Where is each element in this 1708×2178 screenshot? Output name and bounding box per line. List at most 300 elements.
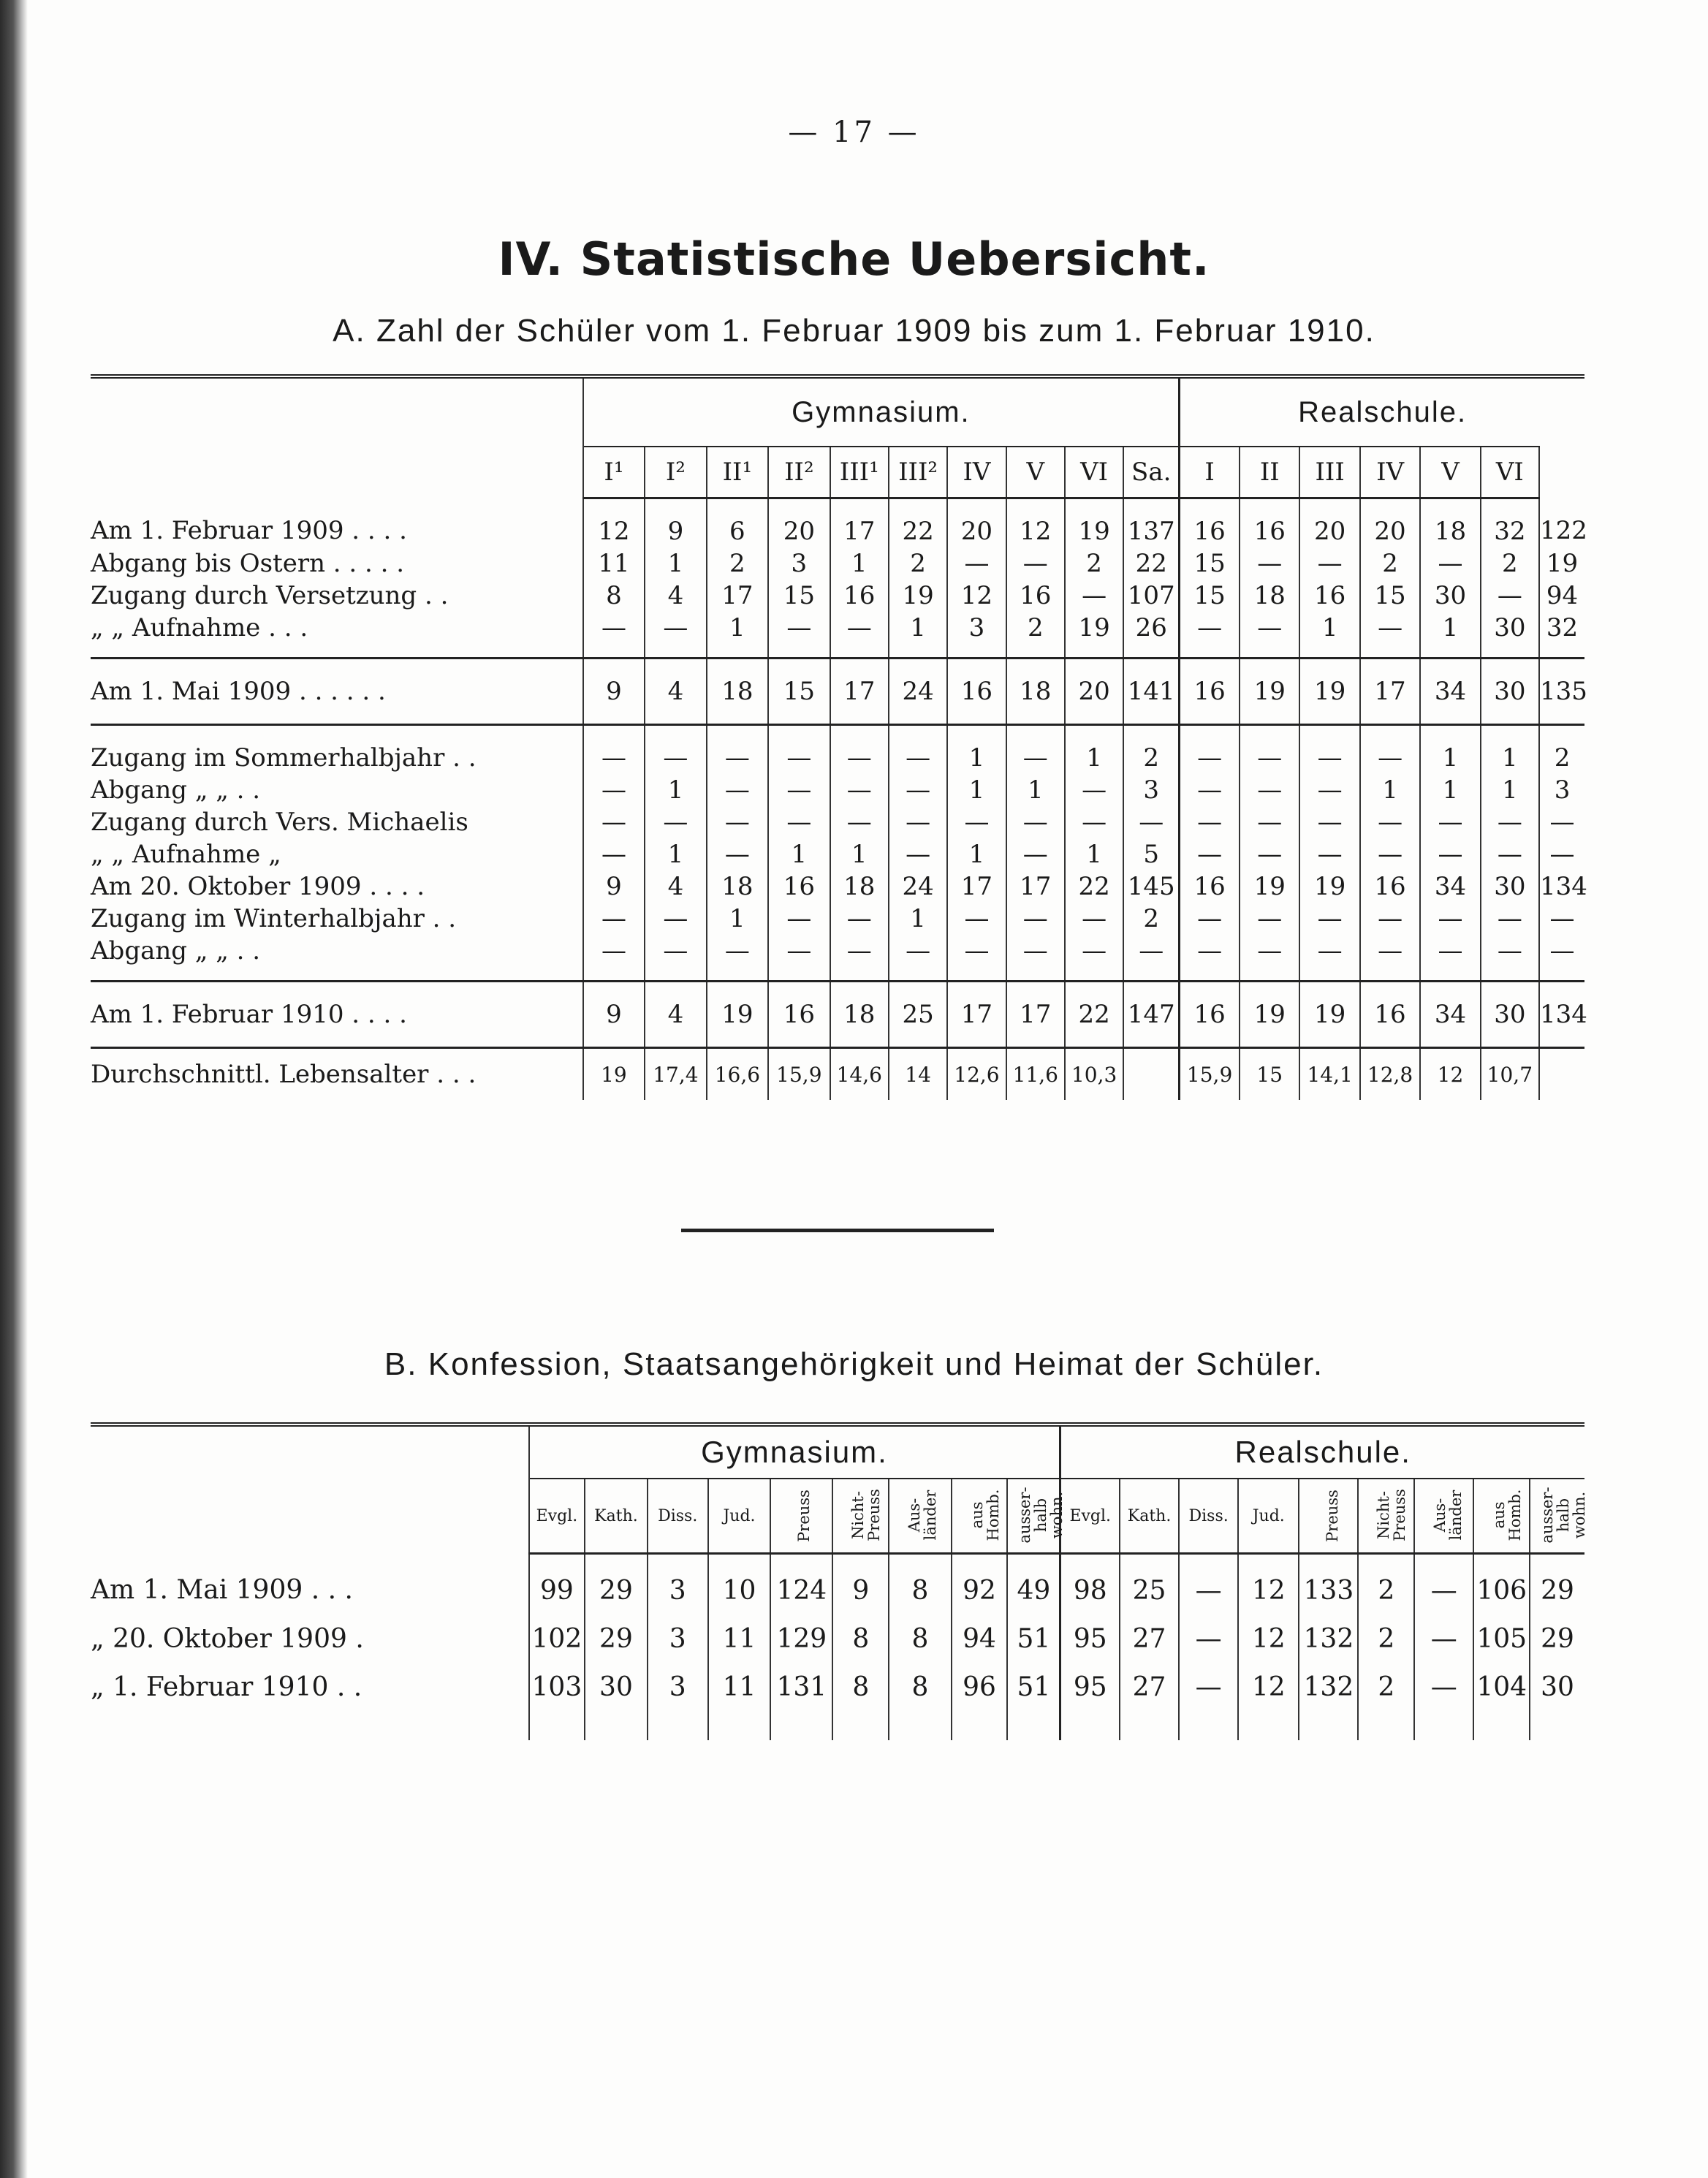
table-a-cell: 17 [1006,870,1065,903]
row-label: „ 20. Oktober 1909 . [91,1623,364,1654]
table-a-row [91,580,1584,612]
table-b-column-header [1473,1479,1530,1554]
table-a-cell: — [1240,725,1299,775]
table-a-cell: — [1481,935,1539,982]
table-b-cell: 8 [889,1554,951,1615]
table-a-cell: 24 [889,659,947,725]
table-a-cell: 20 [1299,498,1359,548]
table-b-cell: 132 [1299,1614,1358,1663]
table-a-cell: 14 [889,1048,947,1101]
table-a-cell: — [1006,838,1065,870]
table-a-cell: 16 [768,870,830,903]
table-b-column-header [1299,1479,1358,1554]
rotated-header-label: Nicht-Preuss [849,1489,884,1541]
table-a-cell: 14,6 [830,1048,889,1101]
table-a-cell: — [583,903,645,935]
tail-spacer [1179,1711,1238,1740]
table-a-cell: 4 [645,659,706,725]
table-a-row [91,838,1584,870]
table-a-cell: 22 [1065,870,1123,903]
table-a-cell: — [947,935,1006,982]
table-a-cell: 12 [1420,1048,1480,1101]
table-a-cell: 18 [1420,498,1480,548]
table-a-cell: — [768,725,830,775]
table-b-cell: 30 [1530,1663,1584,1711]
table-a-cell: 12 [1006,498,1065,548]
table-a-cell: 3 [768,547,830,580]
table-a-cell: 17 [1006,982,1065,1048]
table-a-cell: — [1420,935,1480,982]
table-a-cell: — [583,838,645,870]
table-a-cell: 16 [1360,982,1420,1048]
table-a-cell: — [1006,547,1065,580]
table-a-cell: 19 [1240,870,1299,903]
table-a-cell: — [830,903,889,935]
table-b-cell: 3 [648,1614,708,1663]
table-a-cell: 18 [830,982,889,1048]
table-b-cell: 94 [952,1614,1008,1663]
table-a-cell: — [1180,838,1240,870]
table-a-cell: — [889,774,947,806]
table-a-cell: 19 [583,1048,645,1101]
table-a-cell: 1 [1420,725,1480,775]
page-number: — 17 — [788,115,920,149]
table-b-cell: 51 [1007,1614,1060,1663]
table-a-cell: — [1539,838,1584,870]
table-b-cell: 99 [529,1554,585,1615]
table-a-cell: — [645,725,706,775]
table-a-cell: 16 [1360,870,1420,903]
tail-spacer [1414,1711,1473,1740]
table-a-cell: — [947,547,1006,580]
table-b-cell: 92 [952,1554,1008,1615]
row-label: „ „ Aufnahme „ [91,840,281,869]
table-a-cell: 1 [1065,838,1123,870]
table-a-cell: 15 [1180,547,1240,580]
table-a-column-header: I² [645,447,706,498]
table-b-cell: 131 [770,1663,832,1711]
table-a-cell: 19 [1065,498,1123,548]
table-a-cell: 1 [1420,774,1480,806]
table-a-cell: 122 [1539,498,1584,548]
table-a-cell: 22 [1065,982,1123,1048]
table-a-cell: 1 [947,725,1006,775]
table-a-cell: 1 [1299,612,1359,659]
table-a-cell: 11,6 [1006,1048,1065,1101]
table-a-cell: — [583,935,645,982]
table-a-cell: — [1180,612,1240,659]
table-a-cell: 15 [1180,580,1240,612]
table-a-cell: 1 [889,612,947,659]
table-a-cell: 19 [1065,612,1123,659]
table-b-cell: 95 [1060,1663,1120,1711]
table-a-cell: — [1481,806,1539,838]
table-b-cell: 8 [832,1614,889,1663]
rotated-header-label: Aus-länder [1431,1490,1465,1541]
table-a-cell: — [1180,903,1240,935]
table-a-cell: — [707,806,768,838]
table-a-cell: 25 [889,982,947,1048]
table-a-cell: — [830,935,889,982]
table-b-cell: 98 [1060,1554,1120,1615]
table-a-cell: — [583,806,645,838]
table-b-row [91,1554,1584,1615]
table-a-row [91,903,1584,935]
row-label: Zugang im Winterhalbjahr . . [91,904,457,933]
table-a-cell: 19 [889,580,947,612]
table-a-cell: 15,9 [1180,1048,1240,1101]
table-a-cell: — [1240,774,1299,806]
table-b-row [91,1614,1584,1663]
table-a-cell: — [947,903,1006,935]
table-a-cell: — [1539,806,1584,838]
table-a-cell: 32 [1539,612,1584,659]
table-a-cell: 2 [1006,612,1065,659]
table-a-cell: 17 [707,580,768,612]
realschule-group-header: Realschule. [1180,376,1584,447]
table-a-cell: — [1299,838,1359,870]
table-a-cell: 17 [1360,659,1420,725]
tail-spacer [585,1711,647,1740]
table-b-cell: 8 [832,1663,889,1711]
table-a-cell: 3 [1123,774,1179,806]
table-a-cell: 9 [583,659,645,725]
table-a-cell: — [1360,903,1420,935]
table-b-cell: 102 [529,1614,585,1663]
table-b-column-header [832,1479,889,1554]
table-b-column-header: Evgl. [529,1479,585,1554]
table-a-cell: 137 [1123,498,1179,548]
table-b-column-header: Jud. [1238,1479,1299,1554]
table-a-row [91,1048,1584,1101]
row-label: Am 1. Februar 1909 . . . . [91,516,407,546]
table-a-column-header: III¹ [830,447,889,498]
table-a-cell: 2 [1065,547,1123,580]
row-label: Am 20. Oktober 1909 . . . . [91,872,425,901]
rotated-header-label: ausser-halb wohn. [1538,1487,1589,1544]
table-a-cell: 147 [1123,982,1179,1048]
table-a-cell: — [1481,903,1539,935]
table-a-cell: — [1180,806,1240,838]
table-a-cell: — [1299,774,1359,806]
table-a-cell: 30 [1481,612,1539,659]
table-a-cell: — [583,725,645,775]
table-b-cell: 124 [770,1554,832,1615]
table-a-cell: — [645,935,706,982]
table-b-column-header [1530,1479,1589,1554]
table-a-row [91,547,1584,580]
table-b-cell: 3 [648,1663,708,1711]
table-a-cell: 19 [707,982,768,1048]
table-a-column-header: VI [1065,447,1123,498]
table-a-cell: — [1420,838,1480,870]
table-b-cell: 2 [1358,1663,1414,1711]
realschule-group-header-b: Realschule. [1060,1424,1584,1479]
tail-spacer [1299,1711,1358,1740]
tail-spacer [1530,1711,1584,1740]
table-a-cell: 20 [947,498,1006,548]
table-b-cell: 11 [708,1614,770,1663]
table-a-cell: 2 [889,547,947,580]
table-a-cell: 134 [1540,872,1587,901]
table-a-cell: 18 [707,870,768,903]
table-a-cell: 94 [1539,580,1584,612]
table-a-cell: 1 [1481,725,1539,775]
table-a-cell: 145 [1123,870,1179,903]
table-a-cell [1539,1048,1584,1101]
table-a-cell: 1 [947,774,1006,806]
table-a-cell: 12 [947,580,1006,612]
table-a-cell: 22 [889,498,947,548]
table-b-cell: 104 [1473,1663,1530,1711]
table-a-cell: 16,6 [707,1048,768,1101]
rotated-header-label: Nicht-Preuss [1375,1489,1409,1541]
rotated-header-label: aus Homb. [968,1489,1002,1541]
table-a-cell: 30 [1481,870,1539,903]
tail-spacer [1060,1711,1120,1740]
table-a-cell: — [1006,725,1065,775]
separator-rule [681,1229,994,1232]
table-a-cell: 1 [889,903,947,935]
row-label: Abgang „ „ . . [91,775,261,805]
section-a-heading: A. Zahl der Schüler vom 1. Februar 1909 bis zum 1. Februar 1910. [333,313,1375,349]
table-a-cell: — [707,935,768,982]
table-a-column-header: V [1006,447,1065,498]
table-b-column-header: Jud. [708,1479,770,1554]
table-a-cell: — [1065,903,1123,935]
table-b-cell: 106 [1473,1554,1530,1615]
table-a-cell: 19 [1240,982,1299,1048]
table-a-cell: 3 [947,612,1006,659]
table-a-cell: 1 [830,547,889,580]
table-a-cell: 30 [1420,580,1480,612]
table-b-cell: — [1179,1554,1238,1615]
table-a-cell: — [645,903,706,935]
table-a-cell: 11 [583,547,645,580]
table-a-cell: — [707,725,768,775]
table-b-cell: 11 [708,1663,770,1711]
table-a-cell: — [1065,580,1123,612]
table-a-cell: — [1299,547,1359,580]
table-a-cell: 20 [1065,659,1123,725]
table-a-column-header: III [1299,447,1359,498]
table-a-column-header: IV [1360,447,1420,498]
table-a-row [91,806,1584,838]
table-a-cell: — [1065,774,1123,806]
table-a-cell: 17,4 [645,1048,706,1101]
table-b-cell: 29 [585,1614,647,1663]
table-a-cell: 17 [947,870,1006,903]
table-a-cell: — [830,806,889,838]
rotated-header-label: Preuss [1324,1489,1342,1542]
row-label: Zugang durch Versetzung . . [91,581,449,610]
table-a-cell: — [1299,806,1359,838]
table-a-cell: — [1481,580,1539,612]
row-label: Zugang im Sommerhalbjahr . . [91,725,583,775]
table-a-cell: 20 [1360,498,1420,548]
table-a-cell: — [1006,935,1065,982]
table-a-cell: 16 [1180,982,1240,1048]
table-a-cell: — [1420,547,1480,580]
table-a-column-header: V [1420,447,1480,498]
table-b-cell: — [1414,1663,1473,1711]
table-b-column-header [1414,1479,1473,1554]
table-a-cell: — [1180,935,1240,982]
table-a-cell: 19 [1539,547,1584,580]
table-a-cell: 16 [1240,498,1299,548]
table-a-cell: 32 [1481,498,1539,548]
table-a-cell: — [1299,903,1359,935]
table-a-row [91,725,1584,775]
table-a-cell: 134 [1539,982,1584,1048]
table-b-confession-nationality [91,1422,1589,1740]
row-label: „ „ Aufnahme . . . [91,613,308,642]
table-b-cell: 9 [832,1554,889,1615]
table-a-cell: — [1240,612,1299,659]
table-a-cell: 18 [1006,659,1065,725]
table-a-cell: 12,6 [947,1048,1006,1101]
table-a-cell: 1 [645,774,706,806]
tail-spacer [889,1711,951,1740]
table-a-cell: 2 [1539,725,1584,775]
row-label: Abgang bis Ostern . . . . . [91,549,405,578]
table-b-tail [91,1711,1584,1740]
table-a-cell: — [1123,806,1179,838]
table-a-cell: 14,1 [1299,1048,1359,1101]
row-label: Am 1. Mai 1909 . . . [91,1574,353,1605]
tail-spacer [1238,1711,1299,1740]
table-a-cell: 16 [1180,659,1240,725]
table-a-cell: — [1123,935,1179,982]
table-a-cell: — [583,612,645,659]
table-b-column-header: Diss. [648,1479,708,1554]
tail-spacer [832,1711,889,1740]
table-a-cell: — [1481,838,1539,870]
table-b-cell: 8 [889,1614,951,1663]
table-b-cell: 25 [1120,1554,1179,1615]
rotated-header-label: Aus-länder [906,1490,940,1541]
table-b-cell: 51 [1007,1663,1060,1711]
table-b-cell: 105 [1473,1614,1530,1663]
table-a-column-header: VI [1481,447,1539,498]
table-a-cell: 9 [583,870,645,903]
table-a-cell: — [1299,725,1359,775]
table-a-cell: 16 [1299,580,1359,612]
table-a-cell: 30 [1481,659,1539,725]
table-a-cell: — [1360,935,1420,982]
table-a-cell: 15 [768,580,830,612]
table-b-column-header: Kath. [1120,1479,1179,1554]
table-a-cell: — [1006,806,1065,838]
table-a-cell: 16 [1180,498,1240,548]
table-a-cell: 107 [1123,580,1179,612]
table-a-column-header: Sa. [1123,447,1179,498]
table-b-column-header: Kath. [585,1479,647,1554]
table-a-cell: 4 [645,982,706,1048]
table-a-cell: — [1360,725,1420,775]
table-a-cell: — [1539,903,1584,935]
table-a-cell: 15 [1240,1048,1299,1101]
table-a-cell: 16 [768,982,830,1048]
table-a-cell: — [768,935,830,982]
table-a-cell: 6 [707,498,768,548]
table-a-cell: 12 [583,498,645,548]
table-a-cell: 8 [583,580,645,612]
table-a-cell: 1 [1481,774,1539,806]
table-b-cell: 2 [1358,1614,1414,1663]
table-a-cell: 18 [830,870,889,903]
table-a-cell: 2 [1481,547,1539,580]
section-b-heading: B. Konfession, Staatsangehörigkeit und Heimat der Schüler. [384,1346,1324,1382]
table-a-row [91,870,1584,903]
table-a-cell: 9 [583,982,645,1048]
table-a-cell: — [1240,838,1299,870]
table-a-cell: — [1360,838,1420,870]
table-a-cell: 2 [1360,547,1420,580]
table-b-cell: 29 [1530,1554,1584,1615]
table-a-cell: — [830,612,889,659]
table-a-cell: — [1240,903,1299,935]
table-a-cell: 4 [645,580,706,612]
table-a-cell: — [830,774,889,806]
tail-spacer [648,1711,708,1740]
table-b-cell: 2 [1358,1554,1414,1615]
table-a-cell: 9 [645,498,706,548]
table-a-cell: — [889,838,947,870]
table-a-cell: 4 [645,870,706,903]
table-a-cell: 34 [1420,870,1480,903]
table-b-cell: — [1179,1614,1238,1663]
table-b-cell: 132 [1299,1663,1358,1711]
gymnasium-group-header: Gymnasium. [583,376,1180,447]
table-a-cell: — [1240,547,1299,580]
tail-spacer [708,1711,770,1740]
table-a-cell: 20 [768,498,830,548]
table-a-cell: 16 [830,580,889,612]
table-a-cell: 10,7 [1481,1048,1539,1101]
row-label: Am 1. Mai 1909 . . . . . . [91,659,583,725]
table-a-cell: — [1240,935,1299,982]
row-label: Durchschnittl. Lebensalter . . . [91,1048,583,1101]
table-a-column-header: III² [889,447,947,498]
table-a-cell: — [1360,612,1420,659]
table-a-cell: 1 [707,612,768,659]
table-a-cell: 16 [947,659,1006,725]
rotated-header-label: aus Homb. [1490,1489,1525,1541]
table-a-cell: 15 [768,659,830,725]
table-a-row [91,498,1584,548]
table-a-cell: 3 [1539,774,1584,806]
table-b-column-header [770,1479,832,1554]
table-b-cell: 49 [1007,1554,1060,1615]
table-b-column-header: Evgl. [1060,1479,1120,1554]
table-b-cell: 12 [1238,1554,1299,1615]
table-a-cell: — [1420,806,1480,838]
table-a-cell: 2 [1123,903,1179,935]
tail-spacer [91,1711,529,1740]
table-a-cell: — [889,725,947,775]
table-a-cell: — [1180,725,1240,775]
table-a-cell: — [830,725,889,775]
table-b-cell: 12 [1238,1614,1299,1663]
table-a-cell: — [1065,806,1123,838]
tail-spacer [1473,1711,1530,1740]
table-a-row [91,774,1584,806]
table-a-cell: 19 [1299,982,1359,1048]
row-label: „ 1. Februar 1910 . . [91,1672,363,1702]
table-b-cell: — [1414,1554,1473,1615]
table-b-cell: 96 [952,1663,1008,1711]
